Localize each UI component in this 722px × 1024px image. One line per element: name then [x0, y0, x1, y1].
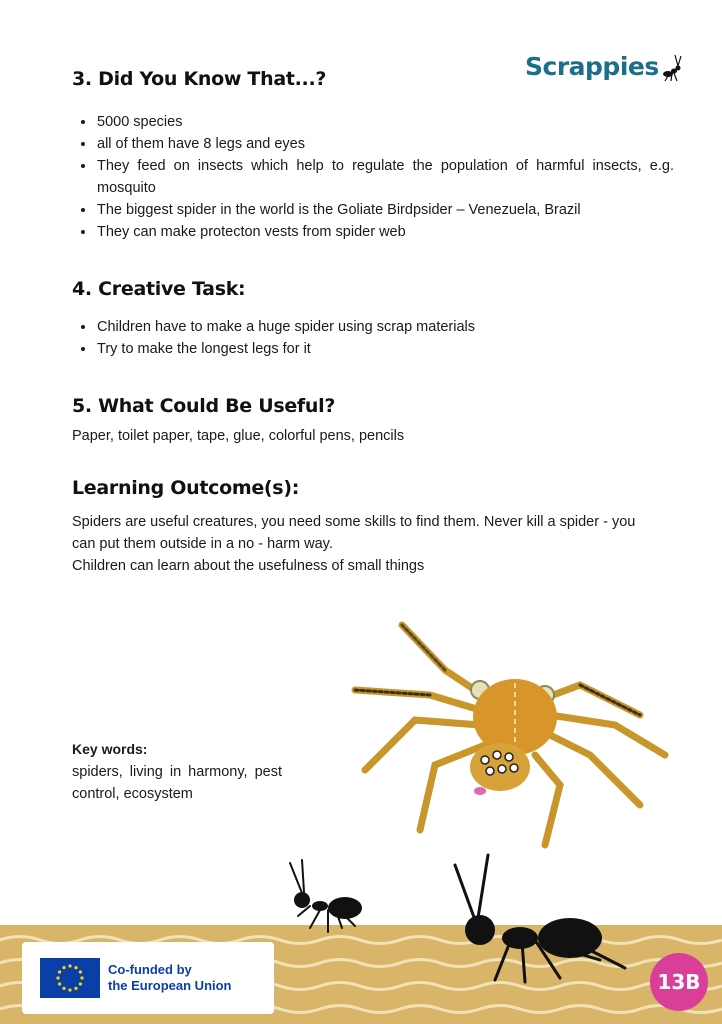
list-item: • Try to make the longest legs for it [96, 338, 674, 360]
learning-outcome-text: Spiders are useful creatures, you need some skills to find them. Never kill a spider - you can put them outside in a no - harm way. [72, 514, 636, 552]
large-ant-illustration [450, 850, 640, 985]
list-item: • all of them have 8 legs and eyes [96, 133, 674, 155]
key-words-title: Key words: [72, 741, 148, 757]
scrappies-logo [525, 52, 685, 84]
did-you-know-list [78, 111, 674, 243]
spider-illustration [340, 605, 680, 850]
section-did-you-know-heading: 3. Did You Know That...? [72, 68, 327, 90]
list-item: • Children have to make a huge spider using scrap materials [96, 316, 674, 338]
key-words-text: spiders, living in harmony, pest control, ecosystem [72, 764, 282, 802]
small-ant-illustration [280, 858, 385, 938]
page-number-badge: 13B [650, 953, 708, 1011]
section-useful-heading: 5. What Could Be Useful? [72, 395, 336, 417]
learning-outcome-text-2: Children can learn about the usefulness of small things [72, 558, 425, 574]
list-item: • They feed on insects which help to regulate the population of harmful insects, e.g. mosquito [96, 155, 674, 199]
logo-text: Scrappies [525, 52, 659, 81]
eu-line-2: the European Union [108, 978, 232, 993]
ant-icon [660, 52, 682, 82]
eu-line-1: Co-funded by [108, 962, 192, 977]
list-item: • 5000 species [96, 111, 674, 133]
list-item: • The biggest spider in the world is the Goliate Birdpsider – Venezuela, Brazil [96, 199, 674, 221]
learning-outcomes-heading: Learning Outcome(s): [72, 477, 300, 499]
section-creative-task-heading: 4. Creative Task: [72, 278, 246, 300]
list-item: • They can make protecton vests from spider web [96, 221, 674, 243]
eu-funding-text [108, 962, 232, 994]
useful-materials-text: Paper, toilet paper, tape, glue, colorful pens, pencils [72, 428, 405, 444]
creative-task-list [78, 316, 674, 360]
eu-flag-icon [40, 958, 100, 998]
